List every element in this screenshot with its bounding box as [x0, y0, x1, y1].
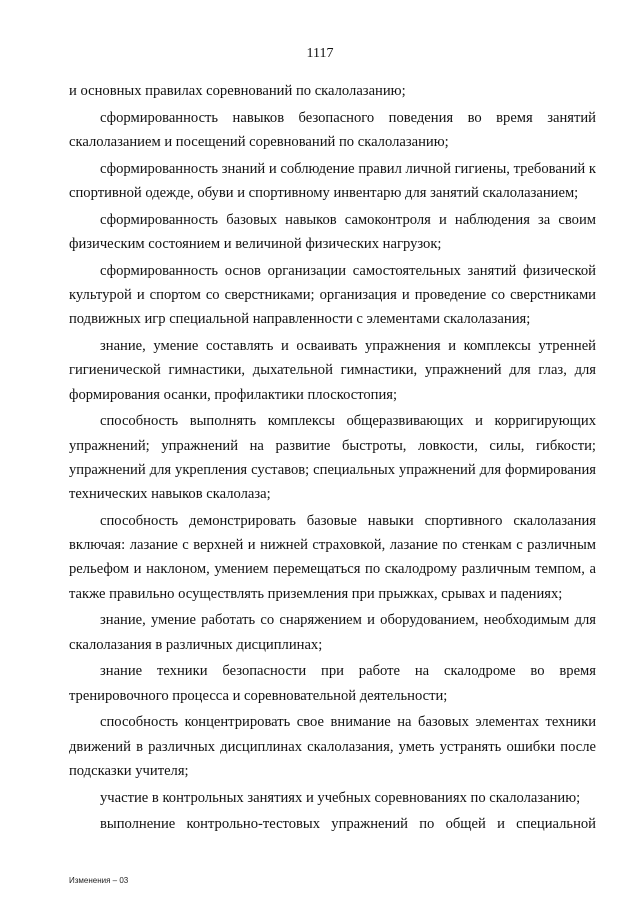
paragraph: знание техники безопасности при работе на скалодроме во время тренировочного процесса и соревновательной деятельности; — [69, 663, 596, 704]
footer-revision: Изменения – 03 — [69, 876, 129, 885]
body-text — [69, 79, 596, 839]
paragraph: способность концентрировать свое внимание на базовых элементах техники движений в различных дисциплинах скалолазания, уметь устранять ошибки после подсказки учителя; — [69, 714, 596, 779]
paragraph: знание, умение работать со снаряжением и оборудованием, необходимым для скалолазания в различных дисциплинах; — [69, 612, 596, 653]
paragraph: участие в контрольных занятиях и учебных соревнованиях по скалолазанию; — [100, 789, 581, 806]
paragraph: знание, умение составлять и осваивать упражнения и комплексы утренней гигиенической гимнастики, дыхательной гимнастики, упражнений для глаз, для формирования осанки, профилактики плоскостопия; — [69, 337, 596, 403]
paragraph: сформированность базовых навыков самоконтроля и наблюдения за своим физическим состоянием и величиной физических нагрузок; — [69, 211, 596, 252]
paragraph: способность выполнять комплексы общеразвивающих и корригирующих упражнений; упражнений на развитие быстроты, ловкости, силы, гибкости; упражнений для укрепления суставов; специальных упражнений для формирования технических навыков скалолаза; — [69, 413, 596, 503]
paragraph: и основных правилах соревнований по скалолазанию; — [69, 83, 406, 99]
page-number: 1117 — [306, 46, 334, 61]
paragraph: выполнение контрольно-тестовых упражнений по общей и специальной — [100, 816, 596, 833]
paragraph: способность демонстрировать базовые навыки спортивного скалолазания включая: лазание с верхней и нижней страховкой, лазание по стенкам с различным рельефом и наклоном, умением перемещаться по скалодрому различным темпом, а также правильно осуществлять приземления при прыжках, срывах и падениях; — [69, 512, 596, 602]
paragraph: сформированность знаний и соблюдение правил личной гигиены, требований к спортивной одежде, обуви и спортивному инвентарю для занятий скалолазанием; — [69, 160, 596, 201]
paragraph: сформированность основ организации самостоятельных занятий физической культурой и спортом со сверстниками; организация и проведение со сверстниками подвижных игр специальной направленности с элементами скалолазания; — [69, 262, 596, 328]
paragraph: сформированность навыков безопасного поведения во время занятий скалолазанием и посещений соревнований по скалолазанию; — [69, 109, 596, 150]
